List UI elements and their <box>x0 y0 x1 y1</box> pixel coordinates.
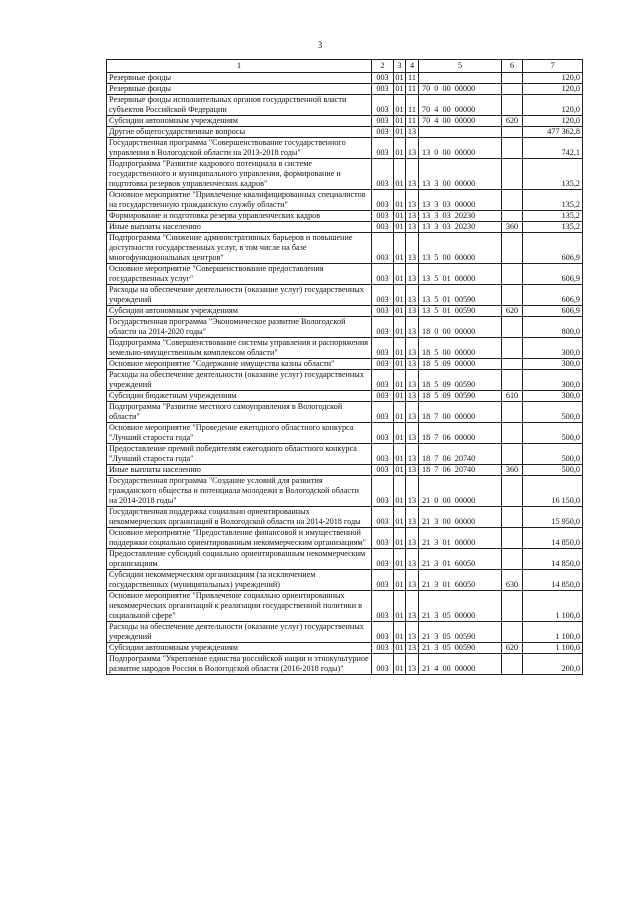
table-row <box>107 391 583 402</box>
cell-csr: 18 5 09 00000 <box>419 359 502 370</box>
cell-sum: 1 100,0 <box>523 643 583 654</box>
cell-name: Расходы на обеспечение деятельности (оказание услуг) государственных учреждений <box>107 285 372 306</box>
cell-sum: 120,0 <box>523 84 583 95</box>
cell-name: Другие общегосударственные вопросы <box>107 127 372 138</box>
cell-sum: 135,2 <box>523 190 583 211</box>
cell-pr: 13 <box>406 528 419 549</box>
cell-rz: 01 <box>394 570 406 591</box>
cell-vr <box>502 211 523 222</box>
cell-ved: 003 <box>372 402 394 423</box>
cell-rz: 01 <box>394 317 406 338</box>
cell-csr: 13 3 03 20230 <box>419 211 502 222</box>
cell-csr: 21 3 01 60050 <box>419 549 502 570</box>
cell-csr: 21 3 05 00590 <box>419 643 502 654</box>
cell-csr: 21 3 01 00000 <box>419 528 502 549</box>
cell-name: Иные выплаты населению <box>107 465 372 476</box>
table-row <box>107 127 583 138</box>
cell-vr <box>502 95 523 116</box>
cell-csr: 18 5 09 00590 <box>419 370 502 391</box>
cell-vr <box>502 138 523 159</box>
cell-pr: 13 <box>406 370 419 391</box>
cell-sum: 14 850,0 <box>523 549 583 570</box>
table-row <box>107 654 583 675</box>
cell-vr <box>502 622 523 643</box>
cell-sum: 14 850,0 <box>523 570 583 591</box>
cell-rz: 01 <box>394 528 406 549</box>
cell-ved: 003 <box>372 570 394 591</box>
table-row <box>107 159 583 190</box>
cell-sum: 500,0 <box>523 402 583 423</box>
cell-vr <box>502 370 523 391</box>
cell-ved: 003 <box>372 465 394 476</box>
cell-rz: 01 <box>394 190 406 211</box>
cell-name: Предоставление субсидий социально ориентированным некоммерческим организациям <box>107 549 372 570</box>
cell-vr: 630 <box>502 570 523 591</box>
cell-csr: 21 4 00 00000 <box>419 654 502 675</box>
cell-pr: 13 <box>406 127 419 138</box>
cell-ved: 003 <box>372 507 394 528</box>
cell-rz: 01 <box>395 116 404 125</box>
cell-sum: 15 950,0 <box>523 507 583 528</box>
cell-vr: 620 <box>502 306 523 317</box>
cell-pr: 13 <box>406 233 419 264</box>
budget-table <box>106 59 583 675</box>
table-row <box>107 570 583 591</box>
header-cell: 1 <box>107 60 372 73</box>
cell-ved: 003 <box>372 317 394 338</box>
cell-rz: 01 <box>394 423 406 444</box>
cell-pr: 13 <box>406 159 419 190</box>
cell-pr: 13 <box>406 402 419 423</box>
cell-ved: 003 <box>372 622 394 643</box>
table-row <box>107 211 583 222</box>
cell-vr <box>502 359 523 370</box>
cell-name: Субсидии автономным учреждениям <box>107 116 372 127</box>
cell-rz: 01 <box>394 402 406 423</box>
table-row <box>107 528 583 549</box>
cell-ved: 003 <box>372 338 394 359</box>
cell-csr: 13 0 00 00000 <box>419 138 502 159</box>
cell-csr: 18 5 00 00000 <box>419 338 502 359</box>
cell-vr <box>502 317 523 338</box>
cell-vr <box>502 423 523 444</box>
cell-name: Подпрограмма "Развитие кадрового потенциала в системе государственного и муниципального управления, формирование и подготовка резервов управленческих кадров" <box>107 159 372 190</box>
cell-rz: 01 <box>394 95 406 116</box>
cell-vr <box>502 654 523 675</box>
header-cell: 2 <box>372 60 394 73</box>
cell-rz: 01 <box>394 264 406 285</box>
cell-vr <box>502 338 523 359</box>
cell-ved: 003 <box>372 654 394 675</box>
cell-rz: 01 <box>394 654 406 675</box>
cell-csr: 18 5 09 00590 <box>419 391 502 402</box>
header-cell: 3 <box>394 60 406 73</box>
table-row <box>107 264 583 285</box>
cell-pr: 11 <box>406 116 419 127</box>
cell-ved: 003 <box>372 528 394 549</box>
cell-vr <box>502 84 523 95</box>
cell-pr: 13 <box>406 211 419 222</box>
table-row <box>107 549 583 570</box>
cell-ved: 003 <box>372 73 394 84</box>
cell-name: Подпрограмма "Снижение административных барьеров и повышение доступности государственных услуг, в том числе на базе многофункциональных центров" <box>107 233 372 264</box>
table-row <box>107 306 583 317</box>
cell-rz: 01 <box>394 507 406 528</box>
cell-name: Государственная поддержка социально ориентированных некоммерческих организаций в Вологодской области на 2014-2018 годы <box>107 507 372 528</box>
cell-csr: 18 7 06 20740 <box>419 465 502 476</box>
cell-rz: 01 <box>394 444 406 465</box>
cell-name: Основное мероприятие "Привлечение квалифицированных специалистов на государственную гражданскую службу области" <box>107 190 372 211</box>
cell-csr: 21 0 00 00000 <box>419 476 502 507</box>
cell-name: Основное мероприятие "Совершенствование предоставления государственных услуг" <box>107 264 372 285</box>
cell-sum: 300,0 <box>523 370 583 391</box>
table-header-row <box>107 60 583 73</box>
cell-ved: 003 <box>372 643 394 654</box>
cell-name: Подпрограмма "Развитие местного самоуправления в Вологодской области" <box>107 402 372 423</box>
cell-csr: 21 3 00 00000 <box>419 507 502 528</box>
table-row <box>107 591 583 622</box>
cell-ved: 003 <box>372 211 394 222</box>
cell-vr: 360 <box>502 465 523 476</box>
cell-ved: 003 <box>372 84 394 95</box>
cell-rz: 01 <box>394 138 406 159</box>
cell-csr: 13 3 00 00000 <box>419 159 502 190</box>
cell-sum: 200,0 <box>523 654 583 675</box>
cell-pr: 13 <box>406 507 419 528</box>
cell-ved: 003 <box>372 285 394 306</box>
cell-csr: 18 7 00 00000 <box>419 402 502 423</box>
cell-pr: 13 <box>406 654 419 675</box>
cell-pr: 13 <box>406 549 419 570</box>
table-row <box>107 138 583 159</box>
cell-name: Государственная программа "Создание условий для развития гражданского общества и потенциала молодежи в Вологодской области на 2014-2018 годы" <box>107 476 372 507</box>
cell-rz: 01 <box>395 127 404 136</box>
cell-name: Субсидии автономным учреждениям <box>107 306 372 317</box>
cell-name: Субсидии некоммерческим организациям (за исключением государственных (муниципальных) учреждений) <box>107 570 372 591</box>
cell-sum: 300,0 <box>523 359 583 370</box>
cell-name: Подпрограмма "Укрепление единства российской нации и этнокультурное развитие народов России в Вологодской области (2016-2018 годы)" <box>107 654 372 675</box>
cell-sum: 500,0 <box>523 444 583 465</box>
cell-pr: 13 <box>406 317 419 338</box>
cell-rz: 01 <box>394 370 406 391</box>
cell-rz: 01 <box>394 476 406 507</box>
cell-csr: 70 0 00 00000 <box>419 84 502 95</box>
cell-csr <box>419 73 502 84</box>
cell-sum: 800,0 <box>523 317 583 338</box>
cell-rz: 01 <box>395 643 404 652</box>
cell-vr <box>502 159 523 190</box>
cell-sum: 300,0 <box>523 338 583 359</box>
cell-name: Иные выплаты населению <box>107 222 372 233</box>
cell-ved: 003 <box>372 306 394 317</box>
table-row <box>107 507 583 528</box>
cell-rz: 01 <box>394 159 406 190</box>
cell-sum: 120,0 <box>523 116 583 127</box>
cell-ved: 003 <box>372 444 394 465</box>
cell-csr <box>419 127 502 138</box>
cell-sum: 16 150,0 <box>523 476 583 507</box>
cell-vr: 360 <box>502 222 523 233</box>
cell-rz: 01 <box>394 622 406 643</box>
cell-sum: 135,2 <box>523 159 583 190</box>
cell-pr: 13 <box>406 190 419 211</box>
cell-pr: 13 <box>406 338 419 359</box>
cell-vr: 610 <box>502 391 523 402</box>
cell-name: Государственная программа "Экономическое развитие Вологодской области на 2014-2020 годы" <box>107 317 372 338</box>
table-row <box>107 643 583 654</box>
header-cell: 4 <box>406 60 419 73</box>
cell-vr <box>502 549 523 570</box>
cell-csr: 18 7 06 20740 <box>419 444 502 465</box>
table-row <box>107 222 583 233</box>
table-row <box>107 622 583 643</box>
cell-rz: 01 <box>394 338 406 359</box>
table-row <box>107 285 583 306</box>
cell-sum: 14 850,0 <box>523 528 583 549</box>
cell-rz: 01 <box>395 222 404 231</box>
cell-rz: 01 <box>394 233 406 264</box>
header-cell: 7 <box>523 60 583 73</box>
cell-rz: 01 <box>395 391 404 400</box>
cell-name: Резервные фонды исполнительных органов государственной власти субъектов Российской Федерации <box>107 95 372 116</box>
header-cell: 6 <box>502 60 523 73</box>
cell-pr: 11 <box>406 84 419 95</box>
cell-ved: 003 <box>372 222 394 233</box>
cell-ved: 003 <box>372 264 394 285</box>
cell-name: Субсидии автономным учреждениям <box>107 643 372 654</box>
cell-ved: 003 <box>372 359 394 370</box>
cell-name: Основное мероприятие "Привлечение социально ориентированных некоммерческих организаций к реализации государственной политики в социальной сфере" <box>107 591 372 622</box>
cell-pr: 13 <box>406 465 419 476</box>
cell-rz: 01 <box>394 591 406 622</box>
cell-csr: 13 5 01 00590 <box>419 306 502 317</box>
cell-csr: 18 0 00 00000 <box>419 317 502 338</box>
cell-sum: 135,2 <box>523 211 583 222</box>
cell-ved: 003 <box>372 370 394 391</box>
cell-csr: 13 5 01 00000 <box>419 264 502 285</box>
cell-name: Резервные фонды <box>107 84 372 95</box>
cell-pr: 11 <box>406 73 419 84</box>
cell-ved: 003 <box>372 391 394 402</box>
cell-sum: 300,0 <box>523 391 583 402</box>
cell-name: Предоставление премий победителям ежегодного областного конкурса "Лучший староста года" <box>107 444 372 465</box>
cell-rz: 01 <box>395 73 404 82</box>
cell-vr <box>502 402 523 423</box>
cell-ved: 003 <box>372 116 394 127</box>
cell-csr: 21 3 05 00590 <box>419 622 502 643</box>
cell-pr: 13 <box>406 264 419 285</box>
cell-rz: 01 <box>395 211 404 220</box>
cell-ved: 003 <box>372 549 394 570</box>
cell-pr: 13 <box>406 622 419 643</box>
cell-name: Субсидии бюджетным учреждениям <box>107 391 372 402</box>
cell-vr <box>502 233 523 264</box>
cell-rz: 01 <box>395 306 404 315</box>
cell-csr: 70 4 00 00000 <box>419 95 502 116</box>
cell-ved: 003 <box>372 95 394 116</box>
cell-sum: 606,9 <box>523 233 583 264</box>
cell-ved: 003 <box>372 591 394 622</box>
cell-sum: 135,2 <box>523 222 583 233</box>
cell-sum: 606,9 <box>523 264 583 285</box>
cell-name: Подпрограмма "Совершенствование системы управления и распоряжения земельно-имущественным комплексом области" <box>107 338 372 359</box>
table-row <box>107 73 583 84</box>
cell-rz: 01 <box>395 465 404 474</box>
table-row <box>107 370 583 391</box>
cell-name: Государственная программа "Совершенствование государственного управления в Вологодской области на 2013-2018 годы" <box>107 138 372 159</box>
cell-pr: 13 <box>406 359 419 370</box>
cell-pr: 13 <box>406 643 419 654</box>
cell-csr: 21 3 05 00000 <box>419 591 502 622</box>
table-row <box>107 190 583 211</box>
header-cell: 5 <box>419 60 502 73</box>
cell-csr: 18 7 06 00000 <box>419 423 502 444</box>
cell-vr <box>502 264 523 285</box>
table-row <box>107 84 583 95</box>
cell-name: Основное мероприятие "Проведение ежегодного областного конкурса "Лучший староста года" <box>107 423 372 444</box>
cell-pr: 13 <box>406 423 419 444</box>
cell-pr: 13 <box>406 391 419 402</box>
cell-name: Расходы на обеспечение деятельности (оказание услуг) государственных учреждений <box>107 370 372 391</box>
table-row <box>107 233 583 264</box>
cell-name: Расходы на обеспечение деятельности (оказание услуг) государственных учреждений <box>107 622 372 643</box>
table-row <box>107 116 583 127</box>
cell-vr <box>502 285 523 306</box>
cell-sum: 742,1 <box>523 138 583 159</box>
cell-vr <box>502 591 523 622</box>
table-row <box>107 317 583 338</box>
cell-vr <box>502 444 523 465</box>
cell-pr: 13 <box>406 591 419 622</box>
cell-csr: 13 5 01 00590 <box>419 285 502 306</box>
cell-sum: 606,9 <box>523 306 583 317</box>
cell-pr: 11 <box>406 95 419 116</box>
cell-ved: 003 <box>372 190 394 211</box>
table-row <box>107 338 583 359</box>
cell-pr: 13 <box>406 570 419 591</box>
cell-rz: 01 <box>394 549 406 570</box>
cell-csr: 13 3 03 20230 <box>419 222 502 233</box>
cell-csr: 70 4 00 00000 <box>419 116 502 127</box>
cell-name: Основное мероприятие "Содержание имущества казны области" <box>107 359 372 370</box>
cell-csr: 13 5 00 00000 <box>419 233 502 264</box>
cell-csr: 21 3 01 60050 <box>419 570 502 591</box>
cell-vr <box>502 190 523 211</box>
cell-vr <box>502 507 523 528</box>
cell-vr <box>502 73 523 84</box>
cell-ved: 003 <box>372 476 394 507</box>
cell-pr: 13 <box>406 306 419 317</box>
cell-sum: 500,0 <box>523 465 583 476</box>
cell-pr: 13 <box>406 138 419 159</box>
cell-vr: 620 <box>502 643 523 654</box>
cell-sum: 606,9 <box>523 285 583 306</box>
cell-sum: 1 100,0 <box>523 591 583 622</box>
cell-ved: 003 <box>372 233 394 264</box>
cell-rz: 01 <box>394 285 406 306</box>
cell-name: Резервные фонды <box>107 73 372 84</box>
table-row <box>107 465 583 476</box>
table-row <box>107 423 583 444</box>
cell-ved: 003 <box>372 127 394 138</box>
cell-vr <box>502 127 523 138</box>
cell-rz: 01 <box>395 359 404 368</box>
cell-sum: 1 100,0 <box>523 622 583 643</box>
cell-csr: 13 3 03 00000 <box>419 190 502 211</box>
cell-vr <box>502 476 523 507</box>
table-row <box>107 444 583 465</box>
table-row <box>107 359 583 370</box>
cell-pr: 13 <box>406 444 419 465</box>
cell-vr <box>502 528 523 549</box>
cell-name: Основное мероприятие "Предоставление финансовой и имущественной поддержки социально ориентированным некоммерческим организациям" <box>107 528 372 549</box>
cell-ved: 003 <box>372 159 394 190</box>
cell-sum: 120,0 <box>523 73 583 84</box>
cell-sum: 477 362,8 <box>523 127 583 138</box>
cell-sum: 500,0 <box>523 423 583 444</box>
cell-sum: 120,0 <box>523 95 583 116</box>
page-number: 3 <box>317 40 323 50</box>
cell-ved: 003 <box>372 138 394 159</box>
cell-name: Формирование и подготовка резерва управленческих кадров <box>107 211 372 222</box>
cell-pr: 13 <box>406 476 419 507</box>
table-row <box>107 95 583 116</box>
cell-vr: 620 <box>502 116 523 127</box>
table-row <box>107 476 583 507</box>
cell-rz: 01 <box>395 84 404 93</box>
table-row <box>107 402 583 423</box>
cell-pr: 13 <box>406 222 419 233</box>
cell-pr: 13 <box>406 285 419 306</box>
cell-ved: 003 <box>372 423 394 444</box>
